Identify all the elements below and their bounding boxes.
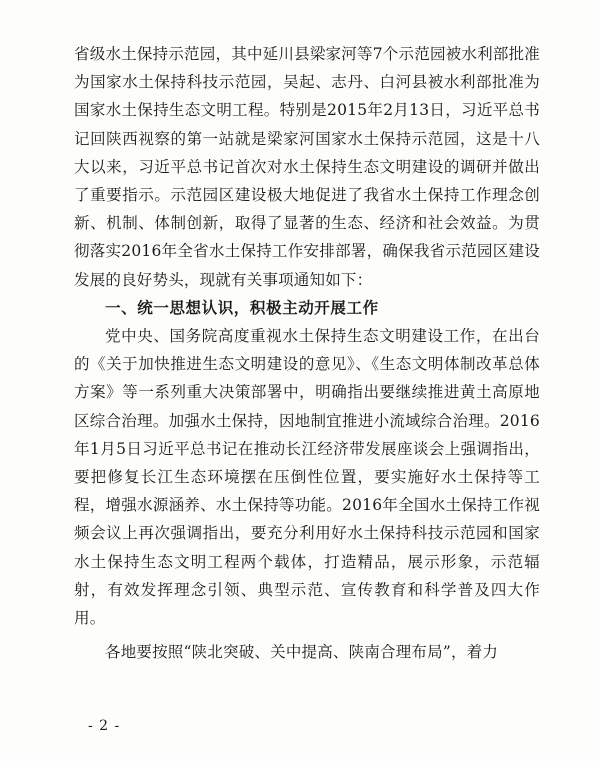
section-heading-1: 一、统一思想认识，积极主动开展工作 [105, 297, 379, 317]
body-paragraph-2: 党中央、国务院高度重视水土保持生态文明建设工作，在出台的《关于加快推进生态文明建设的意见》、《生态文明体制改革总体方案》等一系列重大决策部署中，明确指出要继续推进黄土高原地区综合治理。加强水土保持，因地制宜推进小流域综合治理。2016年1月5日习近平总书记在推动长江经济带发展座谈会上强调指出，要把修复长江生态环境摆在压倒性位置，要实施好水土保持等工程，增强水源涵养、水土保持等功能。2016年全国水土保持工作视频会议上再次强调指出，要充分利用好水土保持科技示范园和国家水土保持生态文明工程两个载体，打造精品，展示形象，示范辐射，有效发挥理念引领、典型示范、宣传教育和科学普及四大作用。 [74, 327, 540, 628]
page-number: - 2 - [88, 718, 121, 734]
body-paragraph-3: 各地要按照“陕北突破、关中提高、陕南合理布局”，着力 [105, 643, 499, 662]
document-body [74, 40, 540, 666]
body-paragraph-1: 省级水土保持示范园，其中延川县梁家河等7个示范园被水利部批准为国家水土保持科技示范园，吴起、志丹、白河县被水利部批准为国家水土保持生态文明工程。特别是2015年2月13日，习近平总书记回陕西视察的第一站就是梁家河国家水土保持示范园，这是十八大以来，习近平总书记首次对水土保持生态文明建设的调研并做出了重要指示。示范园区建设极大地促进了我省水土保持工作理念创新、机制、体制创新，取得了显著的生态、经济和社会效益。为贯彻落实2016年全省水土保持工作安排部署，确保我省示范园区建设发展的良好势头，现就有关事项通知如下： [74, 45, 540, 289]
